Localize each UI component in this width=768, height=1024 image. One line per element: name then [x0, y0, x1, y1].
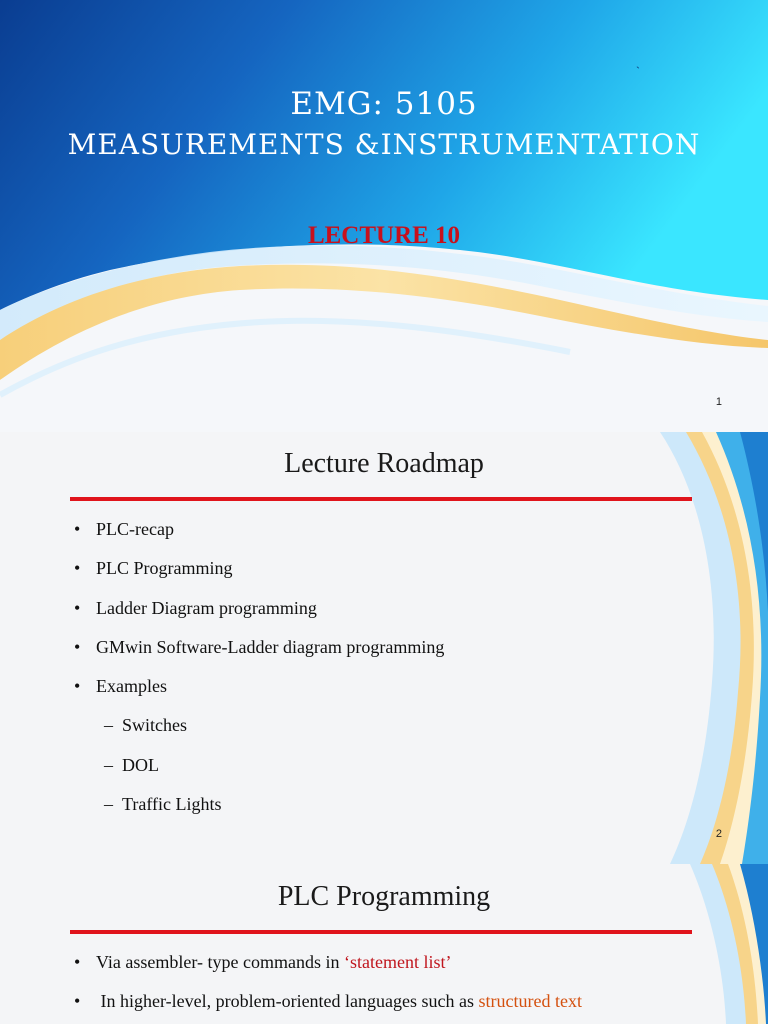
highlight-structured-text: structured text: [478, 991, 582, 1012]
stray-mark: `: [636, 64, 640, 78]
list-item: [74, 989, 582, 1024]
slide-title: PLC Programming: [277, 881, 491, 912]
sub-list-item-text: DOL: [122, 754, 159, 775]
sub-list-item: [74, 753, 444, 792]
course-code: EMG: 5105: [290, 86, 478, 122]
bullet-mark: •: [74, 676, 81, 697]
sub-list-item: [74, 792, 444, 831]
dash-mark: –: [104, 715, 113, 736]
course-name: MEASUREMENTS &INSTRUMENTATION: [67, 128, 701, 161]
list-item: [74, 674, 444, 713]
title-underline: [70, 497, 692, 501]
list-item-text: PLC Programming: [96, 558, 233, 579]
list-item: [74, 635, 444, 674]
dash-mark: –: [104, 754, 113, 775]
roadmap-slide: [0, 432, 768, 864]
bullet-mark: •: [74, 636, 81, 657]
bullet-mark: •: [74, 991, 81, 1012]
title-underline: [70, 930, 692, 934]
slide-number: 1: [715, 396, 722, 408]
list-item: [74, 517, 444, 556]
wave-background: [0, 0, 768, 432]
list-item-text: Via assembler- type commands in: [96, 952, 344, 972]
bullet-mark: •: [74, 519, 81, 539]
list-item-text: PLC-recap: [96, 519, 174, 539]
lecture-number: LECTURE 10: [307, 222, 461, 249]
sub-list-item-text: Switches: [122, 715, 187, 736]
slide-title: Lecture Roadmap: [284, 448, 484, 479]
highlight-statement-list: ‘statement list’: [344, 952, 452, 972]
dash-mark: –: [104, 794, 113, 815]
list-item: [74, 596, 444, 635]
list-item-text: GMwin Software-Ladder diagram programming: [96, 636, 445, 657]
bullet-mark: •: [74, 952, 81, 972]
plc-programming-list: [74, 950, 582, 1024]
list-item-text: Examples: [96, 676, 167, 697]
sub-list-item: [74, 713, 444, 752]
list-item-text: Ladder Diagram programming: [96, 597, 317, 618]
list-item: [74, 556, 444, 595]
bullet-mark: •: [74, 558, 81, 579]
roadmap-list: [74, 517, 444, 831]
bullet-mark: •: [74, 597, 81, 618]
title-slide: [0, 0, 768, 432]
plc-programming-slide: [0, 864, 768, 1024]
list-item-text: In higher-level, problem-oriented languages such as: [96, 991, 479, 1012]
sub-list-item-text: Traffic Lights: [122, 794, 222, 815]
list-item: [74, 950, 582, 989]
slide-number: 2: [715, 828, 722, 840]
